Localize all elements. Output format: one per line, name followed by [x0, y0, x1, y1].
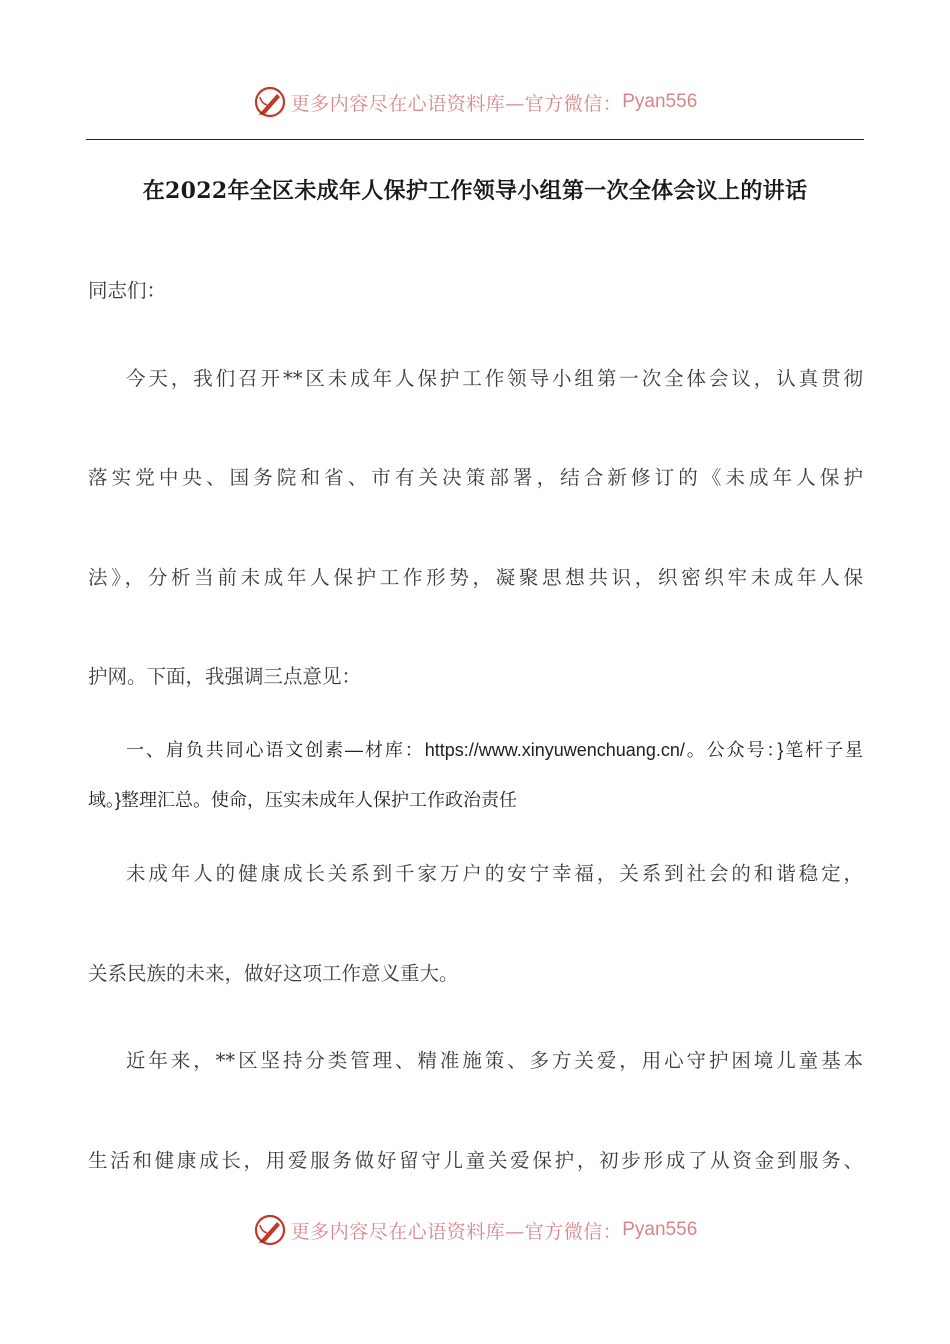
intro-line-4: 护网。下面，我强调三点意见： [88, 665, 362, 688]
para-three-line-2: 生活和健康成长，用爱服务做好留守儿童关爱保护，初步形成了从资金到服务、 [88, 1149, 863, 1172]
footer-banner [0, 1208, 950, 1252]
intro-line-2: 落实党中央、国务院和省、市有关决策部署，结合新修订的《未成年人保护 [88, 466, 863, 489]
intro-line-3: 法》，分析当前未成年人保护工作形势，凝聚思想共识，织密织牢未成年人保 [88, 566, 863, 589]
pen-logo-icon [253, 1213, 287, 1247]
para-three-line-1: 近年来，**区坚持分类管理、精准施策、多方关爱，用心守护困境儿童基本 [126, 1049, 863, 1072]
footer-banner-wechat: Pyan556 [622, 1219, 698, 1240]
para-two-line-2: 关系民族的未来，做好这项工作意义重大。 [88, 962, 459, 985]
heading-one-line-2: 域。}整理汇总。使命，压实未成年人保护工作政治责任 [88, 790, 518, 810]
header-banner-text: 更多内容尽在心语资料库—官方微信： [290, 92, 623, 115]
footer-banner-text: 更多内容尽在心语资料库—官方微信： [290, 1220, 623, 1243]
salutation: 同志们： [88, 279, 167, 302]
header-banner [0, 80, 950, 124]
header-divider [86, 139, 864, 140]
para-two-line-1: 未成年人的健康成长关系到千家万户的安宁幸福，关系到社会的和谐稳定， [126, 862, 863, 885]
header-banner-wechat: Pyan556 [622, 91, 698, 112]
heading-one-line-1: 一、肩负共同心语文创素—材库：https://www.xinyuwenchuang.cn/。公众号：}笔杆子星 [126, 740, 863, 760]
intro-line-1: 今天，我们召开**区未成年人保护工作领导小组第一次全体会议，认真贯彻 [126, 367, 863, 390]
pen-logo-icon [253, 85, 287, 119]
document-title: 在2022年全区未成年人保护工作领导小组第一次全体会议上的讲话 [142, 178, 808, 204]
